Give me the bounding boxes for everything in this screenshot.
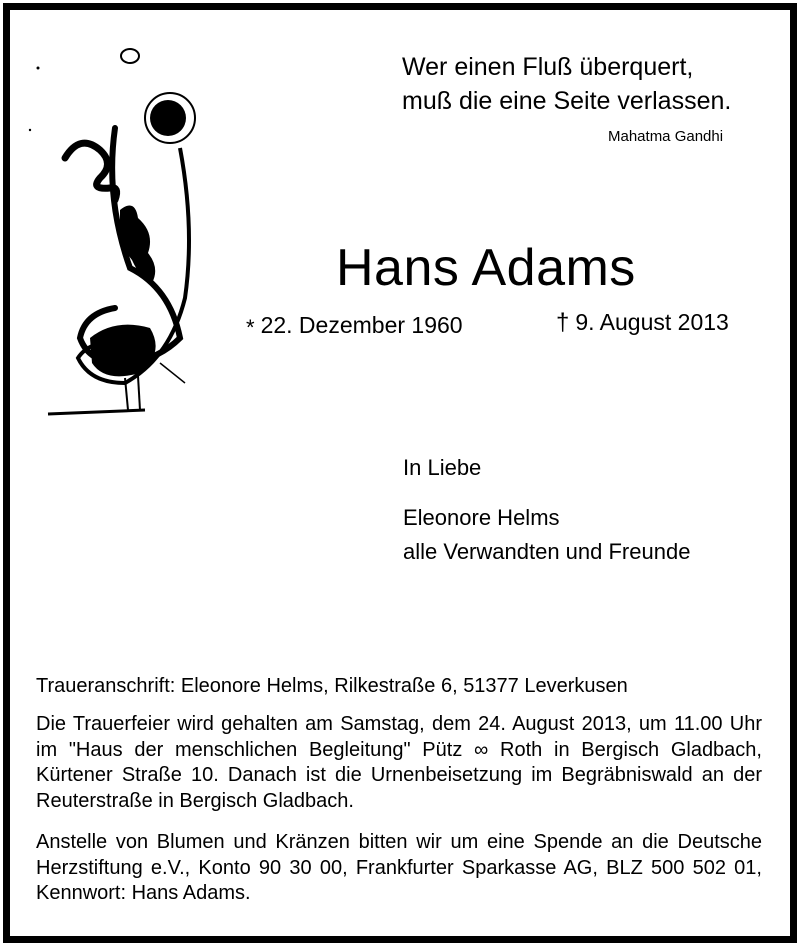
birth-star-icon: * [246,315,255,340]
mourner-name: Eleonore Helms [403,505,560,530]
death-date: 9. August 2013 [575,309,729,335]
quote-line-1: Wer einen Fluß überquert, [402,53,694,81]
death-date-line [556,309,729,337]
birth-date: 22. Dezember 1960 [260,312,463,338]
death-cross-icon: † [556,309,570,336]
quote-author: Mahatma Gandhi [608,128,724,145]
birth-date-line [246,312,463,339]
deceased-name: Hans Adams [336,239,636,297]
mourners-others: alle Verwandten und Freunde [403,539,691,564]
ceremony-paragraph: Die Trauerfeier wird gehalten am Samstag, dem 24. August 2013, um 11.00 Uhr im "Haus der menschlichen Begleitung" Pütz ∞ Roth in Bergisch Gladbach, Kürtener Straße 10. Danach ist die Urnenbeisetzung im Begräbniswald an der Reuterstraße in Bergisch Gladbach. [36,713,762,812]
gandhi-quote [402,50,731,118]
donation-paragraph: Anstelle von Blumen und Kränzen bitten wir um eine Spende an die Deutsche Herzstiftung e.V., Konto 90 30 00, Frankfurter Sparkasse AG, BLZ 500 502 01, Kennwort: Hans Adams. [36,831,762,904]
mourners-intro: In Liebe [403,455,482,480]
quote-line-2: muß die eine Seite verlassen. [402,87,732,115]
mourning-address: Traueranschrift: Eleonore Helms, Rilkestraße 6, 51377 Leverkusen [36,675,628,697]
abstract-figure-illustration [20,38,210,428]
